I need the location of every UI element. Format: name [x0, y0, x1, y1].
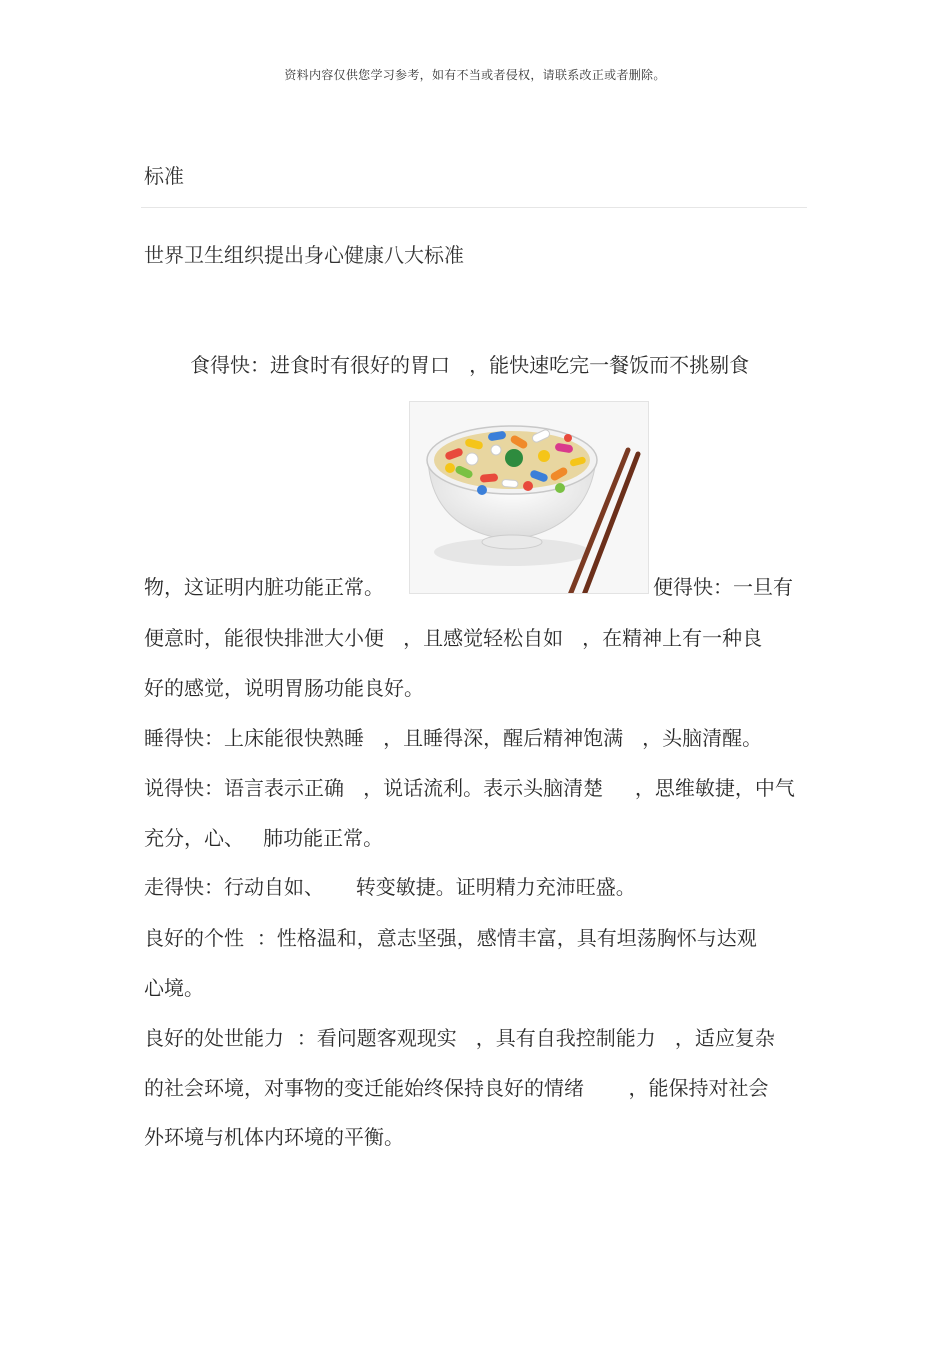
- body-line: 物，这证明内脏功能正常。: [144, 575, 384, 599]
- header-note: 资料内容仅供您学习参考，如有不当或者侵权，请联系改正或者删除。: [284, 68, 666, 82]
- pills-bowl-image: [409, 401, 649, 594]
- body-line: 良好的处世能力 ：看问题客观现实 ，具有自我控制能力 ，适应复杂: [144, 1026, 775, 1050]
- page-label: 标准: [144, 164, 184, 188]
- body-line: 良好的个性 ：性格温和，意志坚强，感情丰富，具有坦荡胸怀与达观: [144, 926, 757, 950]
- body-line: 的社会环境，对事物的变迁能始终保持良好的情绪 ，能保持对社会: [144, 1076, 769, 1100]
- body-line: 说得快：语言表示正确 ，说话流利。表示头脑清楚 ，思维敏捷，中气: [144, 776, 795, 800]
- body-line: 好的感觉，说明胃肠功能良好。: [144, 676, 424, 700]
- body-line: 外环境与机体内环境的平衡。: [144, 1125, 404, 1149]
- body-line: 便得快：一旦有: [653, 575, 793, 599]
- document-title: 世界卫生组织提出身心健康八大标准: [144, 243, 464, 267]
- body-line: 睡得快：上床能很快熟睡 ，且睡得深，醒后精神饱满 ，头脑清醒。: [144, 726, 763, 750]
- body-line: 食得快：进食时有很好的胃口 ，能快速吃完一餐饭而不挑剔食: [190, 353, 750, 377]
- body-line: 走得快：行动自如、 转变敏捷。证明精力充沛旺盛。: [144, 875, 636, 899]
- divider: [141, 207, 807, 208]
- pills-bowl-icon: [410, 402, 649, 594]
- body-line: 充分，心、 肺功能正常。: [144, 826, 384, 850]
- body-line: 便意时，能很快排泄大小便 ，且感觉轻松自如 ，在精神上有一种良: [144, 626, 763, 650]
- body-line: 心境。: [144, 976, 204, 1000]
